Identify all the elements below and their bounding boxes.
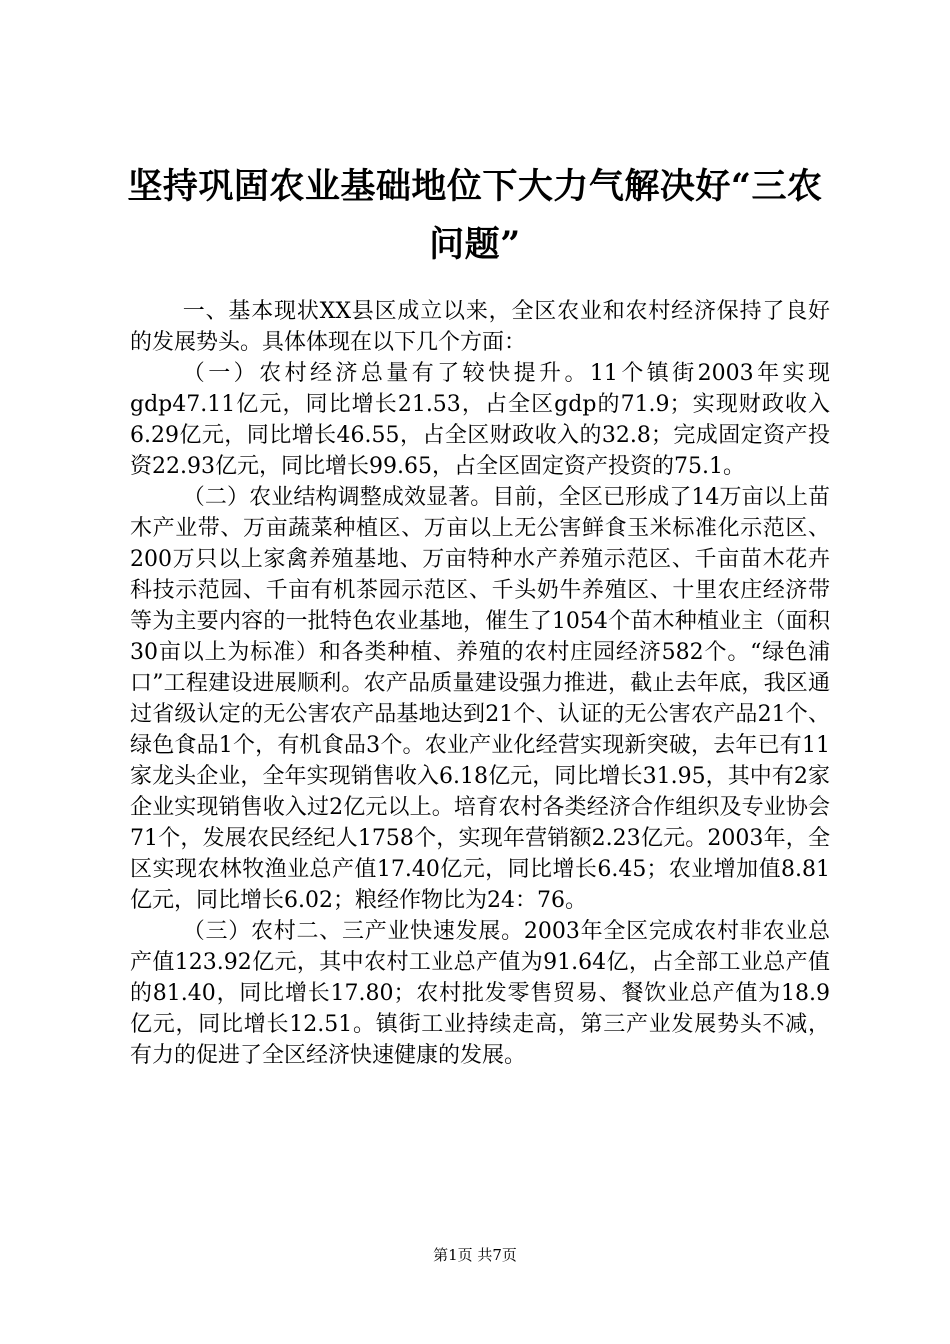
paragraph-section-1: （一）农村经济总量有了较快提升。11个镇街2003年实现gdp47.11亿元，同比增长21.53，占全区gdp的71.9；实现财政收入6.29亿元，同比增长46.55，占全区财政收入的32.8；完成固定资产投资22.93亿元，同比增长99.65，占全区固定资产投资的75.1。 [130,361,830,479]
page-footer: 第1页 共7页 [433,1246,517,1264]
paragraph-intro: 一、基本现状XX县区成立以来，全区农业和农村经济保持了良好的发展势头。具体体现在以下几个方面： [130,299,830,355]
title-line-2: 问题” [429,224,521,265]
paragraph-section-3: （三）农村二、三产业快速发展。2003年全区完成农村非农业总产值123.92亿元，其中农村工业总产值为91.64亿，占全部工业总产值的81.40，同比增长17.80；农村批发零售贸易、餐饮业总产值为18.9亿元，同比增长12.51。镇街工业持续走高，第三产业发展势头不减，有力的促进了全区经济快速健康的发展。 [130,919,830,1068]
document-title [120,158,830,274]
title-line-1: 坚持巩固农业基础地位下大力气解决好“三农 [127,166,823,207]
document-body [130,296,830,1071]
paragraph-section-2: （二）农业结构调整成效显著。目前，全区已形成了14万亩以上苗木产业带、万亩蔬菜种植区、万亩以上无公害鲜食玉米标准化示范区、200万只以上家禽养殖基地、万亩特种水产养殖示范区、千亩苗木花卉科技示范园、千亩有机茶园示范区、千头奶牛养殖区、十里农庄经济带等为主要内容的一批特色农业基地，催生了1054个苗木种植业主（面积30亩以上为标准）和各类种植、养殖的农村庄园经济582个。“绿色浦口”工程建设进展顺利。农产品质量建设强力推进，截止去年底，我区通过省级认定的无公害农产品基地达到21个、认证的无公害农产品21个、绿色食品1个，有机食品3个。农业产业化经营实现新突破，去年已有11家龙头企业，全年实现销售收入6.18亿元，同比增长31.95，其中有2家企业实现销售收入过2亿元以上。培育农村各类经济合作组织及专业协会71个，发展农民经纪人1758个，实现年营销额2.23亿元。2003年，全区实现农林牧渔业总产值17.40亿元，同比增长6.45；农业增加值8.81亿元，同比增长6.02；粮经作物比为24：76。 [130,485,830,913]
